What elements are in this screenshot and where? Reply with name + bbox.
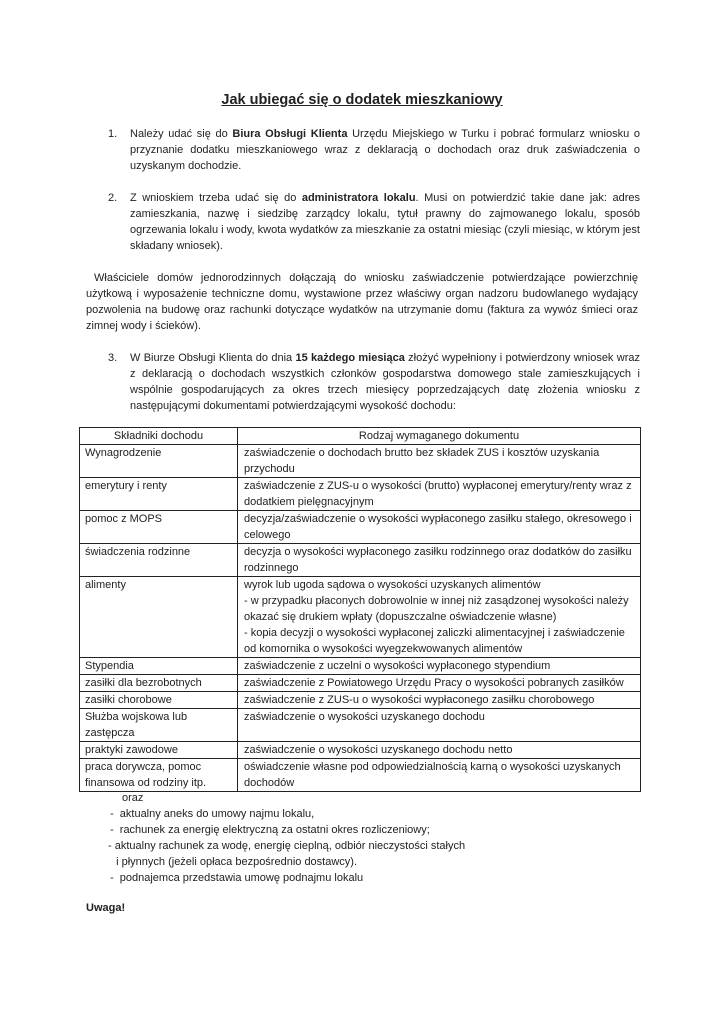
table-row <box>80 445 641 478</box>
income-component: zasiłki chorobowe <box>80 692 238 709</box>
income-component: praca dorywcza, pomoc finansowa od rodziny itp. <box>80 759 238 792</box>
warning-label: Uwaga! <box>86 902 126 914</box>
income-component: świadczenia rodzinne <box>80 544 238 577</box>
income-component: zasiłki dla bezrobotnych <box>80 675 238 692</box>
required-document: zaświadczenie o wysokości uzyskanego dochodu netto <box>238 742 641 759</box>
table-row <box>80 675 641 692</box>
income-component: praktyki zawodowe <box>80 742 238 759</box>
list-item: - aktualny aneks do umowy najmu lokalu, <box>110 808 315 820</box>
table-row <box>80 544 641 577</box>
required-document: zaświadczenie o dochodach brutto bez składek ZUS i kosztów uzyskania przychodu <box>238 445 641 478</box>
owners-paragraph: Właściciele domów jednorodzinnych dołączają do wniosku zaświadczenie potwierdzające powierzchnię użytkową i wyposażenie techniczne domu, wystawione przez właściwy organ nadzoru budowlanego wydający pozwolenia na budowę oraz rachunki dotyczące wydatków na utrzymanie domu (faktura za wywóz śmieci oraz zimnej wody i ścieków). <box>86 272 638 332</box>
list-item-number: 1. <box>108 128 118 140</box>
table-header-row <box>80 428 641 445</box>
income-component: alimenty <box>80 577 238 658</box>
table-row <box>80 577 641 658</box>
table-row <box>80 511 641 544</box>
list-item: i płynnych (jeżeli opłaca bezpośrednio dostawcy). <box>110 856 358 868</box>
list-item: - aktualny rachunek za wodę, energię cieplną, odbiór nieczystości stałych <box>108 840 466 852</box>
table-row <box>80 658 641 675</box>
income-documents-table <box>79 427 641 792</box>
table-row <box>80 709 641 742</box>
required-document: decyzja o wysokości wypłaconego zasiłku rodzinnego oraz dodatków do zasiłku rodzinnego <box>238 544 641 577</box>
header-document-type: Rodzaj wymaganego dokumentu <box>238 428 641 445</box>
list-item-number: 2. <box>108 192 118 204</box>
income-component: Stypendia <box>80 658 238 675</box>
required-document: wyrok lub ugoda sądowa o wysokości uzyskanych alimentów - w przypadku płaconych dobrowolnie w innej niż zasądzonej wysokości należy okazać się drukiem wpłaty (dopuszczalne oświadczenie własne) - kopia decyzji o wysokości wypłaconej zaliczki alimentacyjnej i zaświadczenie od komornika o wysokości wyegzekwowanych alimentów <box>238 577 641 658</box>
table-row <box>80 759 641 792</box>
required-document: zaświadczenie z ZUS-u o wysokości wypłaconego zasiłku chorobowego <box>238 692 641 709</box>
required-document: decyzja/zaświadczenie o wysokości wypłaconego zasiłku stałego, okresowego i celowego <box>238 511 641 544</box>
table-row <box>80 478 641 511</box>
list-item: - podnajemca przedstawia umowę podnajmu lokalu <box>110 872 364 884</box>
bold-phrase: Biura Obsługi Klienta <box>232 128 348 140</box>
required-document: oświadczenie własne pod odpowiedzialnością karną o wysokości uzyskanych dochodów <box>238 759 641 792</box>
required-document: zaświadczenie z Powiatowego Urzędu Pracy o wysokości pobranych zasiłków <box>238 675 641 692</box>
required-document: zaświadczenie o wysokości uzyskanego dochodu <box>238 709 641 742</box>
list-item <box>108 190 640 254</box>
list-item-text: Należy udać się do Biura Obsługi Klienta Urzędu Miejskiego w Turku i pobrać formularz wniosku o przyznanie dodatku mieszkaniowego wraz z deklaracją o dochodach oraz druk zaświadczenia o uzyskanym dochodzie. <box>130 128 640 172</box>
income-component: pomoc z MOPS <box>80 511 238 544</box>
list-item-number: 3. <box>108 352 118 364</box>
income-component: Służba wojskowa lub zastępcza <box>80 709 238 742</box>
list-item: - rachunek za energię elektryczną za ostatni okres rozliczeniowy; <box>110 824 430 836</box>
income-component: Wynagrodzenie <box>80 445 238 478</box>
list-item <box>108 350 640 414</box>
income-component: emerytury i renty <box>80 478 238 511</box>
oraz-label: oraz <box>122 792 144 804</box>
table-row <box>80 742 641 759</box>
required-document: zaświadczenie z uczelni o wysokości wypłaconego stypendium <box>238 658 641 675</box>
list-item-text: W Biurze Obsługi Klienta do dnia 15 każdego miesiąca złożyć wypełniony i potwierdzony wniosek wraz z deklaracją o dochodach wszystkich członków gospodarstwa domowego stale zamieszkujących i wspólnie gospodarujących za okres trzech miesięcy poprzedzających datę złożenia wniosku z następującymi dokumentami potwierdzającymi wysokość dochodu: <box>130 352 640 412</box>
list-item <box>108 126 640 174</box>
header-income-component: Składniki dochodu <box>80 428 238 445</box>
required-document: zaświadczenie z ZUS-u o wysokości (brutto) wypłaconej emerytury/renty wraz z dodatkiem pielęgnacyjnym <box>238 478 641 511</box>
additional-documents-list <box>108 806 558 886</box>
bold-phrase: administratora lokalu <box>301 192 416 204</box>
list-item-text: Z wnioskiem trzeba udać się do administratora lokalu. Musi on potwierdzić takie dane jak: adres zamieszkania, nazwę i siedzibę zarządcy lokalu, tytuł prawny do zajmowanego lokalu, sposób ogrzewania lokalu i wody, kwota wydatków za mieszkanie za ostatni miesiąc (czyli miesiąc, w którym jest składany wniosek). <box>130 192 640 252</box>
page-title: Jak ubiegać się o dodatek mieszkaniowy <box>221 92 503 108</box>
bold-phrase: 15 każdego miesiąca <box>295 352 405 364</box>
table-row <box>80 692 641 709</box>
